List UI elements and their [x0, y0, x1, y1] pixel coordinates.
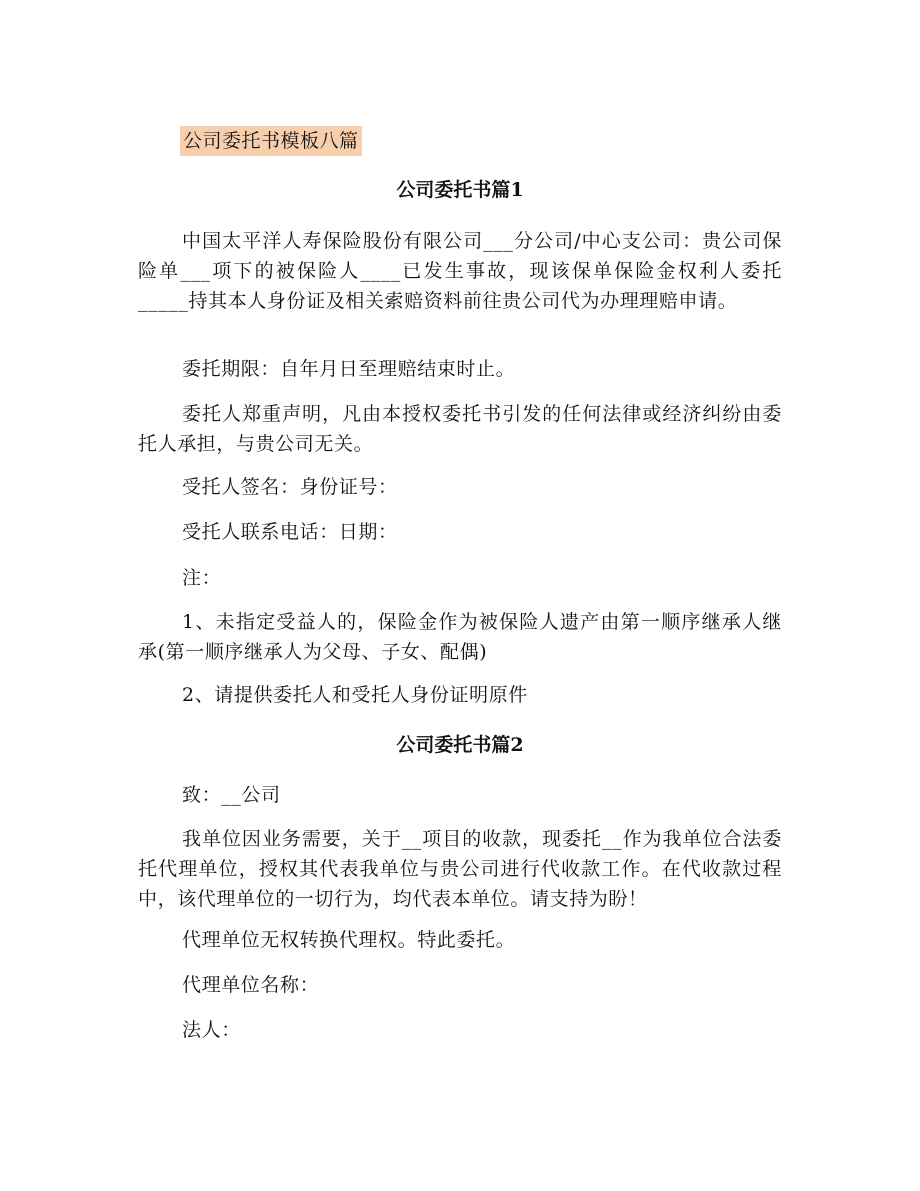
paragraph-s2-4: 代理单位名称：: [182, 974, 320, 996]
document-title: 公司委托书模板八篇: [180, 126, 362, 156]
paragraph-s1-7: 1、未指定受益人的，保险金作为被保险人遗产由第一顺序继承人继承(第一顺序继承人为父母、子女、配偶): [138, 611, 782, 663]
paragraph-s1-4: 受托人签名：身份证号：: [182, 476, 398, 498]
paragraph-s2-1: 致：__公司: [182, 784, 281, 806]
section-heading-2: 公司委托书篇2: [396, 734, 524, 756]
paragraph-s1-2: 委托期限：自年月日至理赔结束时止。: [182, 358, 516, 380]
paragraph-s1-6: 注：: [182, 567, 222, 589]
paragraph-s1-5: 受托人联系电话：日期：: [182, 521, 398, 543]
section-heading-1: 公司委托书篇1: [396, 179, 524, 201]
paragraph-s1-1: 中国太平洋人寿保险股份有限公司___分公司/中心支公司：贵公司保险单___项下的被保险人____已发生事故，现该保单保险金权利人委托_____持其本人身份证及相关索赔资料前往贵公司代为办理理赔申请。: [138, 230, 782, 312]
paragraph-s2-3: 代理单位无权转换代理权。特此委托。: [182, 929, 516, 951]
paragraph-s1-8: 2、请提供委托人和受托人身份证明原件: [182, 684, 528, 706]
paragraph-s2-2: 我单位因业务需要，关于__项目的收款，现委托__作为我单位合法委托代理单位，授权其代表我单位与贵公司进行代收款工作。在代收款过程中，该代理单位的一切行为，均代表本单位。请支持为盼！: [138, 828, 782, 910]
paragraph-s2-5: 法人：: [182, 1019, 241, 1041]
paragraph-s1-3: 委托人郑重声明，凡由本授权委托书引发的任何法律或经济纠纷由委托人承担，与贵公司无关。: [138, 403, 782, 455]
